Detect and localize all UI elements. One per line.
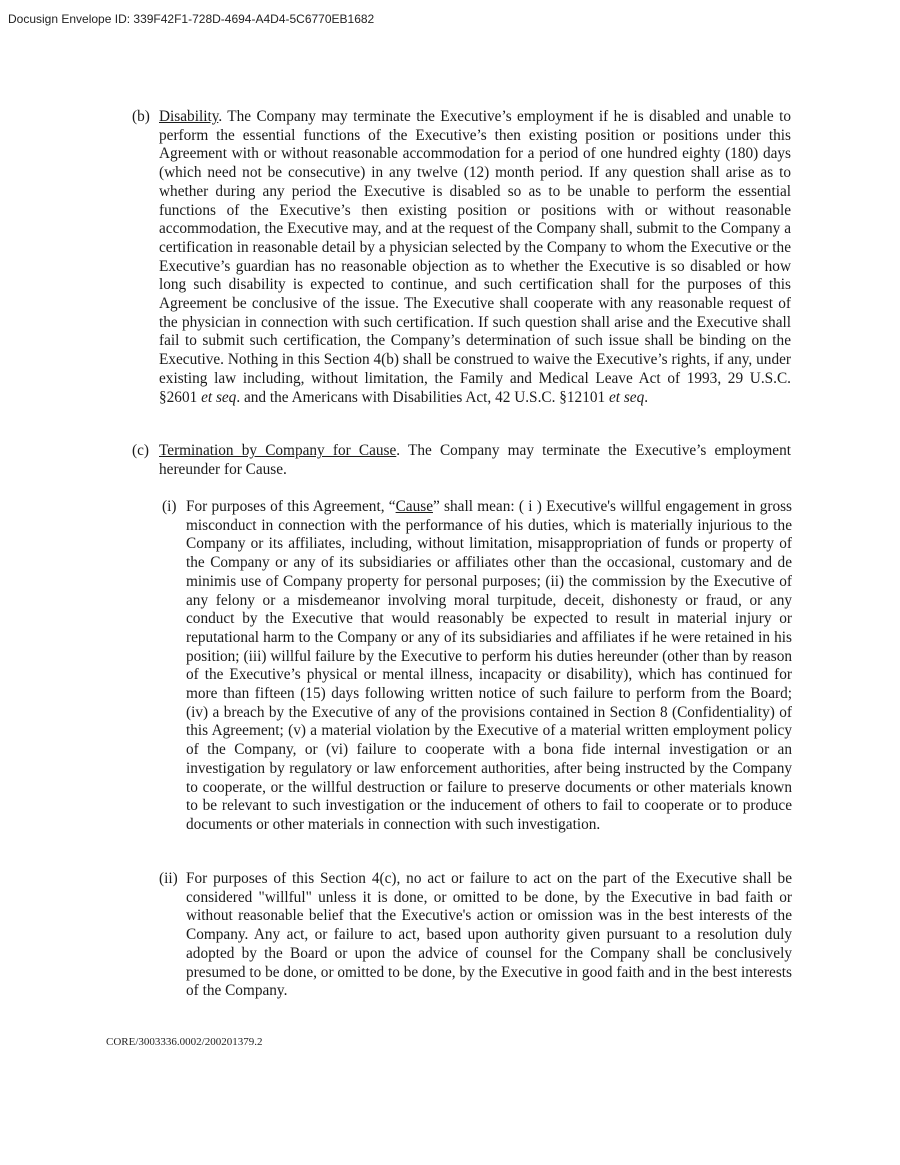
section-b-et-seq-2: et seq [608,388,645,406]
section-c-i-text-after: ” shall mean: ( i ) Executive's willful engagement in gross misconduct in connection with the performance of his duties, which is materially injurious to the Company or its affiliates, including, without limitation, misappropriation of funds or property of the Company or any of its subsidiaries or affiliates other than the occasional, customary and de minimis use of Company property for personal purposes; (ii) the commission by the Executive of any felony or a misdemeanor involving moral turpitude, deceit, dishonesty or fraud, or any conduct by the Executive that would reasonably be expected to result in material injury or reputational harm to the Company or any of its subsidiaries and affiliates if he were retained in his position; (iii) willful failure by the Executive to perform his duties hereunder (other than by reason of the Executive’s physical or mental illness, incapacity or disability), which has continued for more than fifteen (15) days following written notice of such failure to perform from the Board; (iv) a breach by the Executive of any of the provisions contained in Section 8 (Confidentiality) of this Agreement; (v) a material violation by the Executive of a material written employment policy of the Company, or (vi) failure to cooperate with a bona fide internal investigation or an investigation by regulatory or law enforcement authorities, after being instructed by the Company to cooperate, or the willful destruction or failure to preserve documents or other materials known to be relevant to such investigation or the inducement of others to fail to cooperate or to produce documents or other materials in connection with such investigation. [186,498,792,833]
section-b-paragraph [159,108,791,407]
section-c-paragraph [159,442,791,479]
section-c-ii-label: (ii) [159,870,178,887]
section-c-i-label: (i) [162,498,177,515]
section-c-i-paragraph [186,498,792,835]
section-c-text: . The Company may terminate the Executive’s employment hereunder for Cause. [159,442,791,478]
section-c-label: (c) [132,442,149,459]
section-c-i-term: Cause [395,498,433,515]
section-b-text-1: . The Company may terminate the Executive’s employment if he is disabled and unable to perform the essential functions of the Executive’s then existing position or positions under this Agreement with or without reasonable accommodation for a period of one hundred eighty (180) days (which need not be consecutive) in any twelve (12) month period. If any question shall arise as to whether during any period the Executive is disabled so as to be unable to perform the essential functions of the Executive’s then existing position or positions with or without reasonable accommodation, the Executive may, and at the request of the Company shall, submit to the Company a certification in reasonable detail by a physician selected by the Company to whom the Executive or the Executive’s guardian has no reasonable objection as to whether the Executive is so disabled or how long such disability is expected to continue, and such certification shall for the purposes of this Agreement be conclusive of the issue. The Executive shall cooperate with any reasonable request of the physician in connection with such certification. If such question shall arise and the Executive shall fail to submit such certification, the Company’s determination of such issue shall be binding on the Executive. Nothing in this Section 4(b) shall be construed to waive the Executive’s rights, if any, under existing law including, without limitation, the Family and Medical Leave Act of 1993, 29 U.S.C. §2601 [159,108,791,406]
section-b-et-seq-1: et seq [201,388,237,406]
section-b-text-3: . [644,388,649,406]
section-c-heading: Termination by Company for Cause [159,442,397,459]
section-c-ii-paragraph [186,870,792,1001]
section-b-label: (b) [132,108,150,125]
section-c-i-text-before: For purposes of this Agreement, “ [186,498,396,515]
document-footer: CORE/3003336.0002/200201379.2 [106,1036,263,1048]
section-b-heading: Disability [159,108,219,125]
section-b-text-2: . and the Americans with Disabilities Act, 42 U.S.C. §12101 [236,388,609,406]
envelope-id: Docusign Envelope ID: 339F42F1-728D-4694-A4D4-5C6770EB1682 [8,12,375,26]
section-c-ii-text: For purposes of this Section 4(c), no act or failure to act on the part of the Executive shall be considered "willful" unless it is done, or omitted to be done, by the Executive in bad faith or without reasonable belief that the Executive's action or omission was in the best interests of the Company. Any act, or failure to act, based upon authority given pursuant to a resolution duly adopted by the Board or upon the advice of counsel for the Company shall be conclusively presumed to be done, or omitted to be done, by the Executive in good faith and in the best interests of the Company. [186,870,792,1000]
